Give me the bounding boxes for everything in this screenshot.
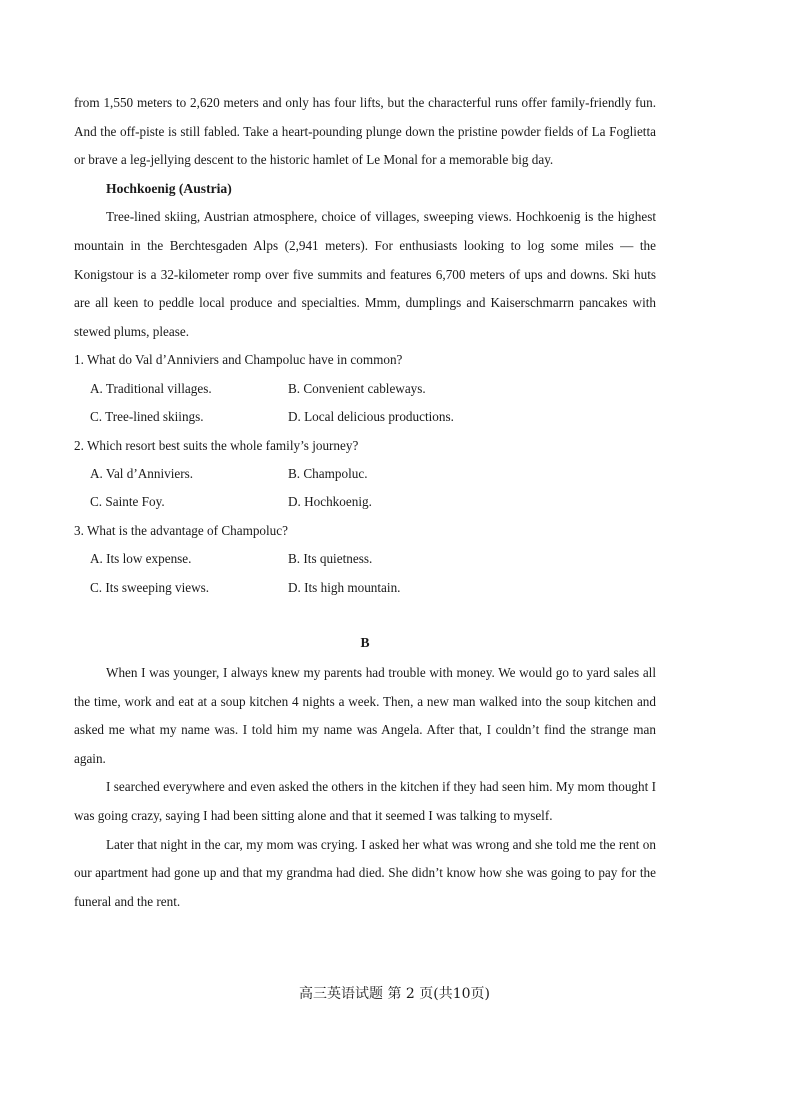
passage-a-continuation: from 1,550 meters to 2,620 meters and only has four lifts, but the characterful runs offer family-friendly fun. And the off-piste is still fabled. Take a heart-pounding plunge down the pristine powder fields of La Foglietta or brave a leg-jellying descent to the historic hamlet of Le Monal for a memorable big day.	[74, 95, 656, 168]
section-letter-b: B	[360, 635, 370, 650]
question-text: 2. Which resort best suits the whole family’s journey?	[74, 437, 359, 453]
option-d: D. Its high mountain.	[288, 579, 401, 595]
option-d: D. Hochkoenig.	[288, 494, 372, 510]
answer-options	[74, 460, 656, 517]
option-c: C. Sainte Foy.	[90, 494, 165, 510]
question-text: 1. What do Val d’Anniviers and Champoluc have in common?	[74, 352, 403, 368]
question-1	[74, 346, 656, 431]
question-3	[74, 517, 656, 602]
resort-paragraph-hochkoenig: Tree-lined skiing, Austrian atmosphere, choice of villages, sweeping views. Hochkoenig is the highest mountain in the Berchtesgaden Alps (2,941 meters). For enthusiasts looking to log some miles — the Konigstour is a 32-kilometer romp over five summits and features 6,700 meters of ups and downs. Ski huts are all keen to peddle local produce and specialties. Mmm, dumplings and Kaiserschmarrn pancakes with stewed plums, please.	[74, 209, 656, 339]
option-d: D. Local delicious productions.	[288, 409, 454, 425]
option-b: B. Its quietness.	[288, 551, 373, 567]
option-b: B. Convenient cableways.	[288, 380, 426, 396]
option-a: A. Val d’Anniviers.	[90, 465, 194, 481]
option-c: C. Tree-lined skiings.	[90, 409, 204, 425]
resort-heading-hochkoenig: Hochkoenig (Austria)	[106, 180, 232, 196]
option-a: A. Traditional villages.	[90, 380, 212, 396]
passage-b-paragraph: I searched everywhere and even asked the others in the kitchen if they had seen him. My mom thought I was going crazy, saying I had been sitting alone and that it seemed I was talking to myself.	[74, 779, 656, 823]
answer-options	[74, 545, 656, 602]
option-c: C. Its sweeping views.	[90, 579, 210, 595]
question-2	[74, 432, 656, 517]
page-footer: 高三英语试题 第 2 页(共10页)	[299, 986, 490, 1002]
passage-b-paragraph: When I was younger, I always knew my parents had trouble with money. We would go to yard sales all the time, work and eat at a soup kitchen 4 nights a week. Then, a new man walked into the soup kitchen and asked me what my name was. I told him my name was Angela. After that, I couldn’t find the strange man again.	[74, 665, 656, 766]
exam-page	[74, 89, 656, 916]
passage-b-paragraph: Later that night in the car, my mom was crying. I asked her what was wrong and she told me the rent on our apartment had gone up and that my grandma had died. She didn’t know how she was going to pay for the funeral and the rent.	[74, 836, 656, 909]
option-b: B. Champoluc.	[288, 465, 368, 481]
answer-options	[74, 375, 656, 432]
question-text: 3. What is the advantage of Champoluc?	[74, 522, 288, 538]
option-a: A. Its low expense.	[90, 551, 192, 567]
